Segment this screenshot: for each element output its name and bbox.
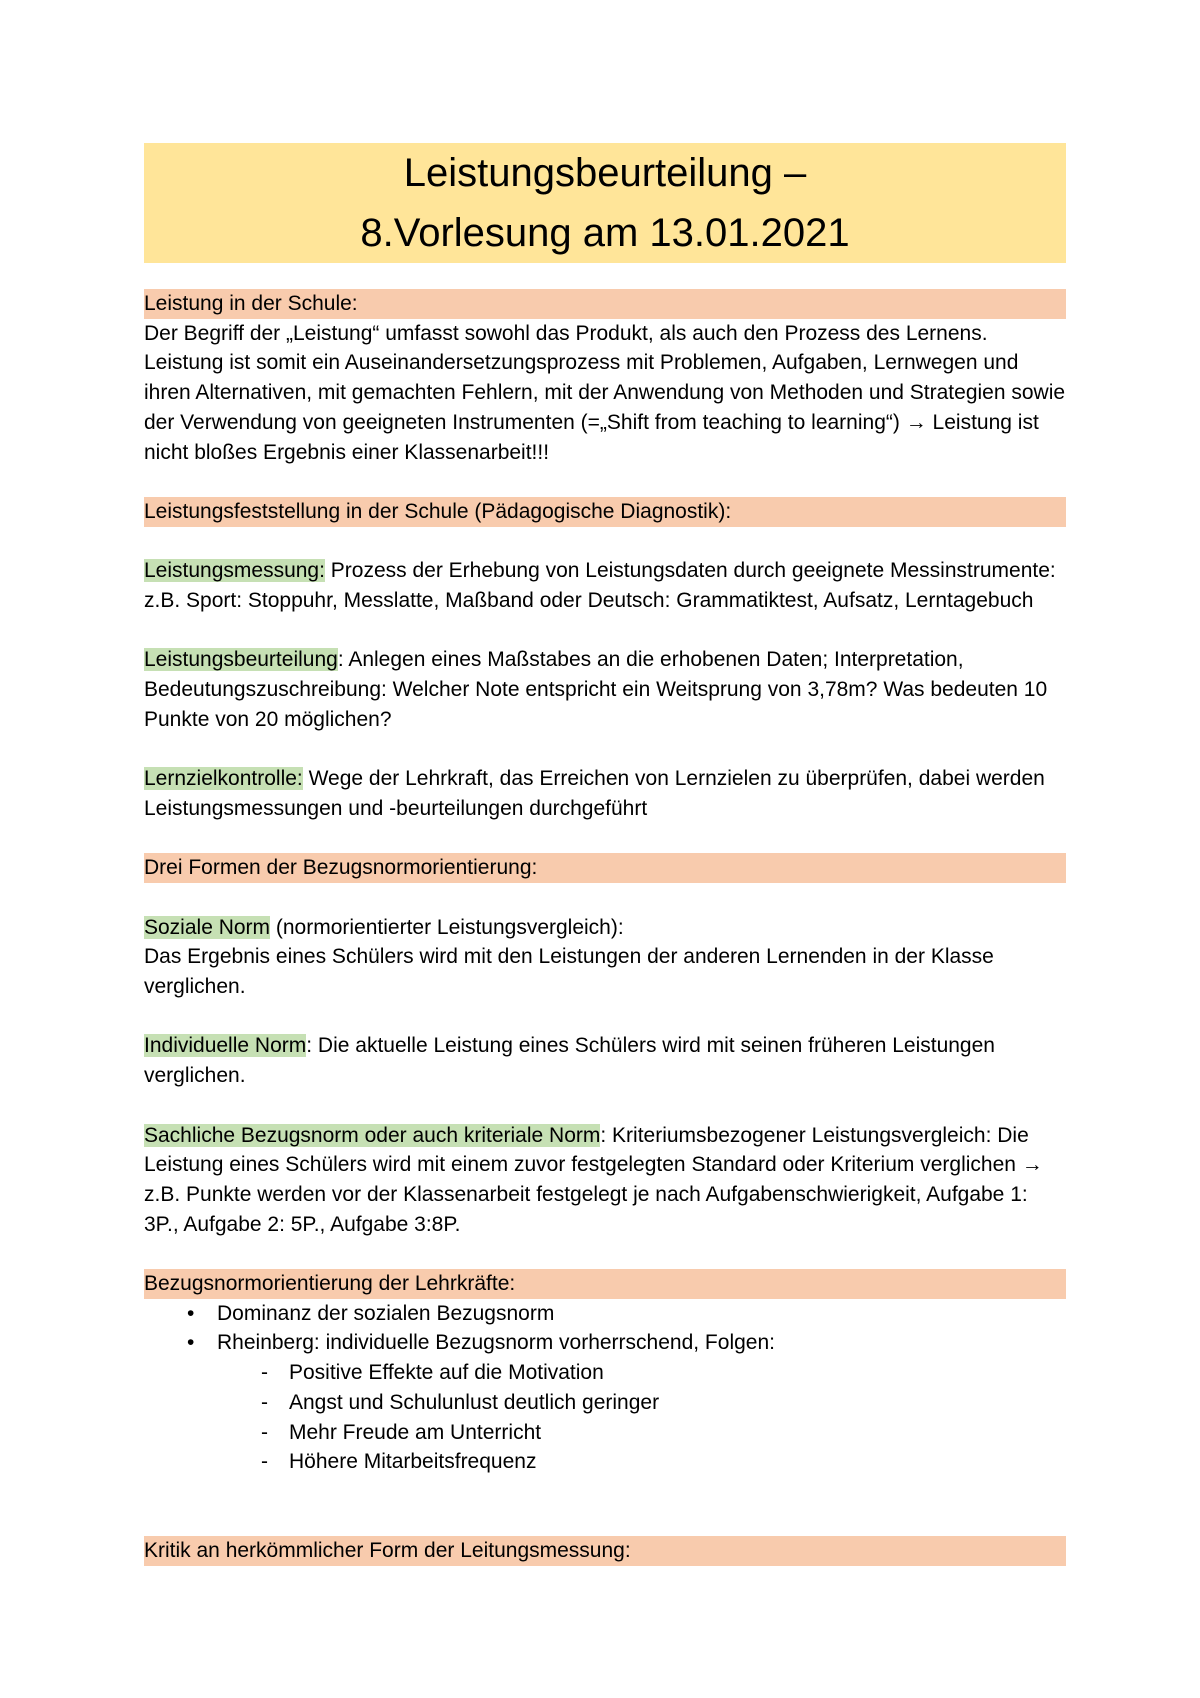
title-line-2: 8.Vorlesung am 13.01.2021: [360, 211, 850, 255]
definition-text: Wege der Lehrkraft, das Erreichen von Lernzielen zu überprüfen, dabei werden Leistungsmessungen und -beurteilungen durchgeführt: [144, 767, 1045, 820]
highlighted-term: Lernzielkontrolle:: [144, 767, 303, 791]
definition-text: (normorientierter Leistungsvergleich):: [270, 915, 624, 939]
definition-leistungsbeurteilung: [144, 645, 1066, 734]
section-heading: Kritik an herkömmlicher Form der Leitungsmessung:: [144, 1536, 1066, 1566]
arrow-icon: →: [1021, 1153, 1043, 1177]
highlighted-term: Sachliche Bezugsnorm oder auch kriteriale Norm: [144, 1123, 601, 1147]
highlighted-term: Leistungsbeurteilung: [144, 648, 338, 672]
section-heading: Leistung in der Schule:: [144, 289, 1066, 319]
definition-leistungsmessung: [144, 556, 1066, 615]
page-title: [144, 143, 1066, 263]
list-item: - Höhere Mitarbeitsfrequenz: [259, 1447, 1066, 1477]
paragraph-text: Der Begriff der „Leistung“ umfasst sowohl das Produkt, als auch den Prozess des Lernens. Leistung ist somit ein Auseinandersetzungsprozess mit Problemen, Aufgaben, Lernwegen und ihren Alternativen, mit gemachten Fehlern, mit der Anwendung von Methoden und Strategien sowie der Verwendung von geeigneten Instrumenten (=„Shift from teaching to learning“): [144, 321, 1066, 434]
section-kritik: [144, 1536, 1066, 1566]
section-heading: Drei Formen der Bezugsnormorientierung:: [144, 853, 1066, 883]
definition-text: : Kriteriumsbezogener Leistungsvergleich: Die Leistung eines Schülers wird mit einem zuvor festgelegten Standard oder Kriterium verglichen: [144, 1123, 1029, 1177]
definition-text: z.B. Punkte werden vor der Klassenarbeit festgelegt je nach Aufgabenschwierigkeit, Aufgabe 1: 3P., Aufgabe 2: 5P., Aufgabe 3:8P.: [144, 1182, 1028, 1236]
highlighted-term: Soziale Norm: [144, 915, 271, 939]
arrow-icon: →: [905, 410, 927, 434]
section-heading: Leistungsfeststellung in der Schule (Pädagogische Diagnostik):: [144, 497, 1066, 527]
paragraph-text: Leistung ist nicht bloßes Ergebnis einer Klassenarbeit!!!: [144, 410, 1039, 464]
definition-text: : Die aktuelle Leistung eines Schülers wird mit seinen früheren Leistungen verglichen.: [144, 1034, 995, 1088]
list-item: • Dominanz der sozialen Bezugsnorm: [187, 1299, 1066, 1329]
highlighted-term: Individuelle Norm: [144, 1034, 307, 1058]
title-line-1: Leistungsbeurteilung –: [403, 151, 807, 195]
section-lehrkraefte: [144, 1269, 1066, 1477]
definition-sachliche-norm: [144, 1121, 1066, 1240]
section-heading: Bezugsnormorientierung der Lehrkräfte:: [144, 1269, 1066, 1299]
definition-text: : Anlegen eines Maßstabes an die erhobenen Daten; Interpretation, Bedeutungszuschreibung: Welcher Note entspricht ein Weitsprung von 3,78m? Was bedeuten 10 Punkte von 20 möglichen?: [144, 648, 1048, 731]
list-item: - Positive Effekte auf die Motivation: [259, 1358, 1066, 1388]
definition-soziale-norm: [144, 913, 1066, 1002]
definition-text: Prozess der Erhebung von Leistungsdaten durch geeignete Messinstrumente: z.B. Sport: Stoppuhr, Messlatte, Maßband oder Deutsch: Grammatiktest, Aufsatz, Lerntagebuch: [144, 559, 1056, 612]
sub-list: [217, 1358, 1066, 1477]
definition-individuelle-norm: [144, 1031, 1066, 1090]
document-page: [144, 143, 1066, 1566]
bullet-list: [144, 1299, 1066, 1477]
section-leistungsfeststellung: [144, 497, 1066, 824]
definition-lernzielkontrolle: [144, 764, 1066, 823]
section-bezugsnormen: [144, 853, 1066, 1239]
list-item: • Rheinberg: individuelle Bezugsnorm vorherrschend, Folgen: - Positive Effekte auf die Motivation - Angst und Schulunlust deutlich geringer - Mehr Freude am Unterricht - Höhere Mitarbeitsfrequenz: [187, 1328, 1066, 1477]
list-item: - Angst und Schulunlust deutlich geringer: [259, 1388, 1066, 1418]
section-leistung: [144, 289, 1066, 467]
definition-text: Das Ergebnis eines Schülers wird mit den Leistungen der anderen Lernenden in der Klasse verglichen.: [144, 945, 994, 999]
highlighted-term: Leistungsmessung:: [144, 559, 325, 583]
list-item: - Mehr Freude am Unterricht: [259, 1418, 1066, 1448]
